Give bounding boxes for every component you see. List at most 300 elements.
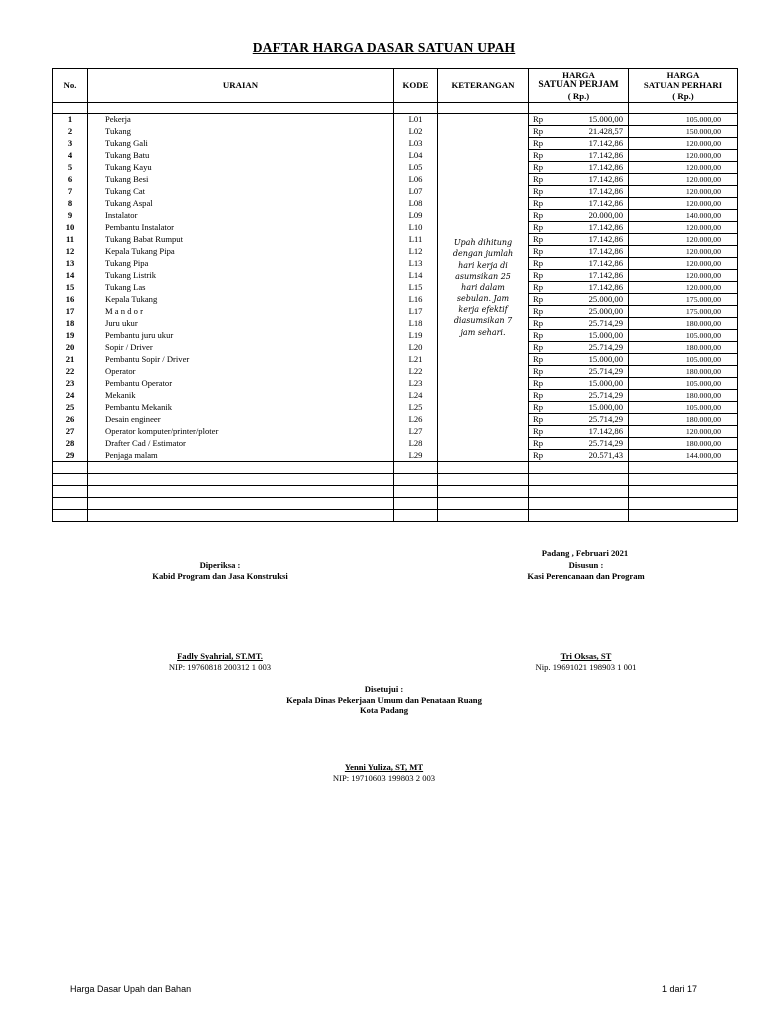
- row-jam-value: 20.571,43: [588, 450, 623, 460]
- row-harga-perjam: [529, 318, 629, 330]
- left-role-2: Kabid Program dan Jasa Konstruksi: [152, 570, 288, 581]
- row-no: 11: [53, 234, 88, 246]
- row-jam-value: 25.000,00: [588, 294, 623, 304]
- row-kode: L25: [394, 402, 438, 414]
- right-nip: Nip. 19691021 198903 1 001: [535, 662, 637, 673]
- row-uraian: Sopir / Driver: [88, 342, 394, 354]
- empty-cell: [88, 462, 394, 474]
- row-uraian: Pembantu Sopir / Driver: [88, 354, 394, 366]
- row-no: 28: [53, 438, 88, 450]
- row-no: 27: [53, 426, 88, 438]
- row-uraian: Pekerja: [88, 114, 394, 126]
- row-uraian: Tukang Gali: [88, 138, 394, 150]
- keterangan-note: [438, 114, 529, 462]
- row-no: 8: [53, 198, 88, 210]
- currency-label: Rp: [533, 354, 544, 364]
- table-row: [53, 414, 738, 426]
- row-uraian: Tukang Batu: [88, 150, 394, 162]
- row-harga-perhari: 120.000,00: [629, 282, 738, 294]
- table-row: [53, 198, 738, 210]
- table-row: [53, 342, 738, 354]
- row-no: 16: [53, 294, 88, 306]
- row-jam-value: 17.142,86: [588, 258, 623, 268]
- row-harga-perhari: 120.000,00: [629, 234, 738, 246]
- empty-cell: [529, 498, 629, 510]
- row-harga-perjam: [529, 270, 629, 282]
- empty-cell: [629, 498, 738, 510]
- row-uraian: Tukang Aspal: [88, 198, 394, 210]
- row-jam-value: 25.714,29: [588, 414, 623, 424]
- empty-cell: [629, 510, 738, 522]
- row-no: 13: [53, 258, 88, 270]
- empty-cell: [53, 510, 88, 522]
- currency-label: Rp: [533, 450, 544, 460]
- wage-table: [52, 68, 738, 522]
- row-jam-value: 25.000,00: [588, 306, 623, 316]
- currency-label: Rp: [533, 174, 544, 184]
- table-row: [53, 378, 738, 390]
- row-harga-perhari: 120.000,00: [629, 270, 738, 282]
- row-harga-perjam: [529, 198, 629, 210]
- row-jam-value: 17.142,86: [588, 186, 623, 196]
- header-no: No.: [53, 69, 88, 103]
- empty-cell: [629, 462, 738, 474]
- left-name: Fadly Syahrial, ST.MT.: [177, 651, 263, 662]
- row-jam-value: 15.000,00: [588, 378, 623, 388]
- place-date: Padang , Februari 2021: [541, 548, 629, 558]
- empty-row: [53, 486, 738, 498]
- row-jam-value: 17.142,86: [588, 162, 623, 172]
- row-harga-perjam: [529, 174, 629, 186]
- row-harga-perhari: 105.000,00: [629, 378, 738, 390]
- table-row: [53, 210, 738, 222]
- row-kode: L04: [394, 150, 438, 162]
- header-harga-perhari-line3: ( Rp.): [672, 90, 694, 101]
- currency-label: Rp: [533, 126, 544, 136]
- row-harga-perjam: [529, 330, 629, 342]
- row-kode: L22: [394, 366, 438, 378]
- row-harga-perjam: [529, 354, 629, 366]
- row-uraian: Tukang Besi: [88, 174, 394, 186]
- right-role-1: Disusun :: [568, 560, 604, 570]
- row-harga-perjam: [529, 186, 629, 198]
- row-harga-perhari: 120.000,00: [629, 426, 738, 438]
- table-row: [53, 438, 738, 450]
- row-jam-value: 15.000,00: [588, 330, 623, 340]
- row-harga-perhari: 180.000,00: [629, 318, 738, 330]
- row-harga-perjam: [529, 366, 629, 378]
- row-uraian: Pembantu Operator: [88, 378, 394, 390]
- row-no: 15: [53, 282, 88, 294]
- row-harga-perjam: [529, 126, 629, 138]
- row-harga-perjam: [529, 114, 629, 126]
- row-kode: L06: [394, 174, 438, 186]
- currency-label: Rp: [533, 306, 544, 316]
- row-kode: L12: [394, 246, 438, 258]
- row-harga-perjam: [529, 426, 629, 438]
- row-harga-perjam: [529, 150, 629, 162]
- row-kode: L02: [394, 126, 438, 138]
- row-jam-value: 20.000,00: [588, 210, 623, 220]
- empty-cell: [53, 486, 88, 498]
- header-keterangan: KETERANGAN: [438, 69, 529, 103]
- row-jam-value: 25.714,29: [588, 390, 623, 400]
- currency-label: Rp: [533, 270, 544, 280]
- page-title: DAFTAR HARGA DASAR SATUAN UPAH: [252, 40, 516, 55]
- empty-cell: [529, 486, 629, 498]
- signature-right: [486, 560, 686, 673]
- currency-label: Rp: [533, 246, 544, 256]
- row-uraian: Operator: [88, 366, 394, 378]
- spacer-row: [53, 103, 738, 114]
- row-uraian: Mekanik: [88, 390, 394, 402]
- empty-cell: [629, 486, 738, 498]
- right-role-2: Kasi Perencanaan dan Program: [527, 570, 645, 581]
- empty-cell: [88, 486, 394, 498]
- table-row: [53, 318, 738, 330]
- table-row: [53, 294, 738, 306]
- signature-left: [120, 560, 320, 673]
- row-harga-perjam: [529, 234, 629, 246]
- row-no: 25: [53, 402, 88, 414]
- header-harga-perhari-line2: SATUAN PERHARI: [643, 80, 723, 91]
- row-jam-value: 15.000,00: [588, 354, 623, 364]
- row-kode: L23: [394, 378, 438, 390]
- empty-cell: [438, 474, 529, 486]
- row-uraian: Tukang Listrik: [88, 270, 394, 282]
- row-no: 12: [53, 246, 88, 258]
- empty-cell: [53, 498, 88, 510]
- row-no: 5: [53, 162, 88, 174]
- row-kode: L07: [394, 186, 438, 198]
- table-row: [53, 186, 738, 198]
- row-no: 6: [53, 174, 88, 186]
- table-row: [53, 162, 738, 174]
- row-jam-value: 17.142,86: [588, 222, 623, 232]
- row-kode: L16: [394, 294, 438, 306]
- row-harga-perjam: [529, 306, 629, 318]
- row-kode: L18: [394, 318, 438, 330]
- row-uraian: Penjaga malam: [88, 450, 394, 462]
- row-kode: L05: [394, 162, 438, 174]
- table-row: [53, 270, 738, 282]
- row-jam-value: 17.142,86: [588, 138, 623, 148]
- table-header-row: [53, 69, 738, 103]
- empty-cell: [529, 510, 629, 522]
- row-uraian: Pembantu Instalator: [88, 222, 394, 234]
- table-row: [53, 114, 738, 126]
- row-no: 9: [53, 210, 88, 222]
- row-harga-perhari: 120.000,00: [629, 186, 738, 198]
- row-harga-perhari: 120.000,00: [629, 258, 738, 270]
- center-name: Yenni Yuliza, ST, MT: [344, 762, 424, 773]
- row-no: 18: [53, 318, 88, 330]
- currency-label: Rp: [533, 294, 544, 304]
- row-harga-perjam: [529, 162, 629, 174]
- currency-label: Rp: [533, 330, 544, 340]
- table-row: [53, 138, 738, 150]
- currency-label: Rp: [533, 198, 544, 208]
- empty-cell: [88, 498, 394, 510]
- currency-label: Rp: [533, 162, 544, 172]
- empty-cell: [629, 474, 738, 486]
- empty-cell: [53, 462, 88, 474]
- table-row: [53, 426, 738, 438]
- row-harga-perhari: 105.000,00: [629, 402, 738, 414]
- row-uraian: Juru ukur: [88, 318, 394, 330]
- empty-cell: [394, 498, 438, 510]
- currency-label: Rp: [533, 210, 544, 220]
- row-harga-perjam: [529, 222, 629, 234]
- empty-cell: [394, 462, 438, 474]
- footer-left: Harga Dasar Upah dan Bahan: [70, 984, 192, 994]
- row-jam-value: 17.142,86: [588, 246, 623, 256]
- row-jam-value: 15.000,00: [588, 402, 623, 412]
- row-uraian: Tukang Babat Rumput: [88, 234, 394, 246]
- currency-label: Rp: [533, 426, 544, 436]
- row-harga-perhari: 105.000,00: [629, 330, 738, 342]
- table-row: [53, 150, 738, 162]
- row-kode: L01: [394, 114, 438, 126]
- row-kode: L19: [394, 330, 438, 342]
- row-kode: L15: [394, 282, 438, 294]
- empty-row: [53, 462, 738, 474]
- row-harga-perhari: 150.000,00: [629, 126, 738, 138]
- table-row: [53, 306, 738, 318]
- currency-label: Rp: [533, 378, 544, 388]
- row-uraian: Tukang Las: [88, 282, 394, 294]
- keterangan-note-text: Upah dihitung dengan jumlah hari kerja di asumsikan 25 hari dalam sebulan. Jam kerja efektif diasumsikan 7 jam sehari.: [452, 238, 514, 337]
- row-uraian: Instalator: [88, 210, 394, 222]
- center-role-2: Kepala Dinas Pekerjaan Umum dan Penataan Ruang: [286, 694, 482, 705]
- row-jam-value: 21.428,57: [588, 126, 623, 136]
- empty-row: [53, 510, 738, 522]
- currency-label: Rp: [533, 366, 544, 376]
- row-harga-perhari: 120.000,00: [629, 222, 738, 234]
- header-harga-perjam-line1: HARGA: [562, 69, 595, 80]
- empty-row: [53, 498, 738, 510]
- table-row: [53, 222, 738, 234]
- row-no: 24: [53, 390, 88, 402]
- header-harga-perjam-line3: ( Rp.): [567, 90, 590, 101]
- center-role-3: Kota Padang: [360, 705, 408, 716]
- row-kode: L17: [394, 306, 438, 318]
- row-harga-perhari: 175.000,00: [629, 306, 738, 318]
- row-harga-perhari: 120.000,00: [629, 246, 738, 258]
- row-no: 26: [53, 414, 88, 426]
- row-harga-perjam: [529, 438, 629, 450]
- row-kode: L20: [394, 342, 438, 354]
- row-no: 20: [53, 342, 88, 354]
- row-kode: L28: [394, 438, 438, 450]
- row-uraian: Kepala Tukang Pipa: [88, 246, 394, 258]
- row-harga-perjam: [529, 258, 629, 270]
- row-harga-perhari: 120.000,00: [629, 162, 738, 174]
- row-jam-value: 25.714,29: [588, 438, 623, 448]
- row-harga-perjam: [529, 246, 629, 258]
- row-kode: L26: [394, 414, 438, 426]
- currency-label: Rp: [533, 318, 544, 328]
- row-harga-perhari: 105.000,00: [629, 114, 738, 126]
- row-kode: L11: [394, 234, 438, 246]
- row-kode: L10: [394, 222, 438, 234]
- row-no: 1: [53, 114, 88, 126]
- row-harga-perjam: [529, 378, 629, 390]
- empty-cell: [438, 498, 529, 510]
- row-uraian: Operator komputer/printer/ploter: [88, 426, 394, 438]
- row-harga-perhari: 120.000,00: [629, 138, 738, 150]
- row-uraian: Tukang: [88, 126, 394, 138]
- table-row: [53, 366, 738, 378]
- row-harga-perhari: 180.000,00: [629, 438, 738, 450]
- row-uraian: Pembantu Mekanik: [88, 402, 394, 414]
- row-uraian: Tukang Kayu: [88, 162, 394, 174]
- row-jam-value: 17.142,86: [588, 270, 623, 280]
- footer-page-number: 1 dari 17: [662, 984, 698, 994]
- row-harga-perjam: [529, 210, 629, 222]
- row-kode: L24: [394, 390, 438, 402]
- row-no: 29: [53, 450, 88, 462]
- row-kode: L09: [394, 210, 438, 222]
- empty-cell: [438, 486, 529, 498]
- empty-cell: [529, 462, 629, 474]
- row-harga-perhari: 175.000,00: [629, 294, 738, 306]
- row-kode: L03: [394, 138, 438, 150]
- table-row: [53, 126, 738, 138]
- currency-label: Rp: [533, 258, 544, 268]
- header-harga-perjam: [529, 69, 629, 103]
- currency-label: Rp: [533, 186, 544, 196]
- empty-cell: [88, 510, 394, 522]
- row-jam-value: 17.142,86: [588, 150, 623, 160]
- row-harga-perjam: [529, 294, 629, 306]
- row-no: 17: [53, 306, 88, 318]
- row-uraian: Tukang Pipa: [88, 258, 394, 270]
- table-row: [53, 390, 738, 402]
- row-no: 7: [53, 186, 88, 198]
- row-uraian: Kepala Tukang: [88, 294, 394, 306]
- currency-label: Rp: [533, 390, 544, 400]
- row-jam-value: 25.714,29: [588, 342, 623, 352]
- row-no: 3: [53, 138, 88, 150]
- header-kode: KODE: [394, 69, 438, 103]
- row-harga-perhari: 180.000,00: [629, 342, 738, 354]
- empty-cell: [88, 474, 394, 486]
- row-no: 4: [53, 150, 88, 162]
- header-uraian: URAIAN: [88, 69, 394, 103]
- row-jam-value: 15.000,00: [588, 114, 623, 124]
- row-kode: L14: [394, 270, 438, 282]
- currency-label: Rp: [533, 438, 544, 448]
- row-harga-perjam: [529, 282, 629, 294]
- row-kode: L08: [394, 198, 438, 210]
- row-jam-value: 17.142,86: [588, 426, 623, 436]
- empty-cell: [394, 474, 438, 486]
- currency-label: Rp: [533, 282, 544, 292]
- empty-cell: [438, 510, 529, 522]
- currency-label: Rp: [533, 342, 544, 352]
- row-harga-perhari: 144.000,00: [629, 450, 738, 462]
- row-jam-value: 17.142,86: [588, 174, 623, 184]
- empty-cell: [53, 474, 88, 486]
- row-jam-value: 17.142,86: [588, 198, 623, 208]
- row-uraian: Pembantu juru ukur: [88, 330, 394, 342]
- signature-center: [234, 684, 534, 784]
- empty-cell: [529, 474, 629, 486]
- currency-label: Rp: [533, 402, 544, 412]
- row-harga-perhari: 140.000,00: [629, 210, 738, 222]
- row-harga-perhari: 120.000,00: [629, 174, 738, 186]
- table-row: [53, 354, 738, 366]
- row-harga-perjam: [529, 402, 629, 414]
- empty-row: [53, 474, 738, 486]
- row-no: 23: [53, 378, 88, 390]
- row-harga-perjam: [529, 450, 629, 462]
- table-row: [53, 402, 738, 414]
- center-nip: NIP: 19710603 199803 2 003: [332, 772, 436, 783]
- table-row: [53, 282, 738, 294]
- empty-cell: [394, 486, 438, 498]
- row-kode: L21: [394, 354, 438, 366]
- row-harga-perjam: [529, 390, 629, 402]
- empty-cell: [438, 462, 529, 474]
- row-kode: L27: [394, 426, 438, 438]
- row-no: 2: [53, 126, 88, 138]
- row-harga-perjam: [529, 414, 629, 426]
- row-uraian: M a n d o r: [88, 306, 394, 318]
- table-row: [53, 450, 738, 462]
- header-harga-perhari-line1: HARGA: [666, 70, 700, 81]
- currency-label: Rp: [533, 138, 544, 148]
- row-harga-perhari: 180.000,00: [629, 366, 738, 378]
- row-harga-perjam: [529, 342, 629, 354]
- row-jam-value: 25.714,29: [588, 318, 623, 328]
- empty-cell: [394, 510, 438, 522]
- row-kode: L13: [394, 258, 438, 270]
- row-harga-perjam: [529, 138, 629, 150]
- currency-label: Rp: [533, 114, 544, 124]
- row-kode: L29: [394, 450, 438, 462]
- center-role-1: Disetujui :: [364, 684, 404, 694]
- row-no: 19: [53, 330, 88, 342]
- row-no: 22: [53, 366, 88, 378]
- table-row: [53, 174, 738, 186]
- currency-label: Rp: [533, 234, 544, 244]
- left-role-1: Diperiksa :: [199, 560, 241, 570]
- currency-label: Rp: [533, 222, 544, 232]
- row-no: 21: [53, 354, 88, 366]
- table-row: [53, 246, 738, 258]
- header-harga-perhari: [629, 69, 738, 103]
- left-nip: NIP: 19760818 200312 1 003: [168, 662, 272, 673]
- header-harga-perjam-line2: SATUAN PERJAM: [538, 80, 619, 91]
- row-harga-perhari: 105.000,00: [629, 354, 738, 366]
- table-row: [53, 234, 738, 246]
- row-harga-perhari: 120.000,00: [629, 198, 738, 210]
- row-no: 10: [53, 222, 88, 234]
- currency-label: Rp: [533, 150, 544, 160]
- row-uraian: Desain engineer: [88, 414, 394, 426]
- row-uraian: Tukang Cat: [88, 186, 394, 198]
- row-harga-perhari: 180.000,00: [629, 390, 738, 402]
- row-harga-perhari: 180.000,00: [629, 414, 738, 426]
- row-jam-value: 17.142,86: [588, 234, 623, 244]
- row-harga-perhari: 120.000,00: [629, 150, 738, 162]
- row-no: 14: [53, 270, 88, 282]
- row-jam-value: 25.714,29: [588, 366, 623, 376]
- right-name: Tri Oksas, ST: [560, 651, 612, 662]
- row-jam-value: 17.142,86: [588, 282, 623, 292]
